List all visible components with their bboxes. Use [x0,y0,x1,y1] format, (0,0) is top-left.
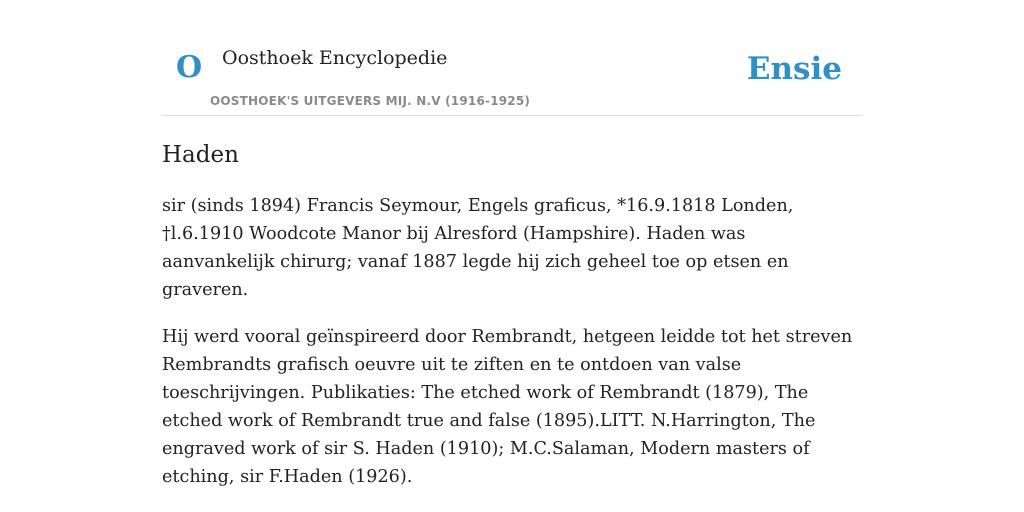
book-logo[interactable]: O [176,50,203,85]
entry-paragraph-2: Hij werd vooral geïnspireerd door Rembrandt, hetgeen leidde tot het streven Rembrandts grafisch oeuvre uit te ziften en te ontdoen van valse toeschrijvingen. Publikaties: The etched work of Rembrandt (1879), The etched work of Rembrandt true and false (1895).LITT. N.Harrington, The engraved work of sir S. Haden (1910); M.C.Salaman, Modern masters of etching, sir F.Haden (1926). [162,327,853,487]
entry-paragraph-1: sir (sinds 1894) Francis Seymour, Engels graficus, *16.9.1818 Londen, †l.6.1910 Woodcote Manor bij Alresford (Hampshire). Haden was aanvankelijk chirurg; vanaf 1887 legde hij zich geheel toe op etsen en graveren. [162,196,794,300]
site-header [162,0,862,116]
entry-title: Haden [162,142,239,168]
book-title[interactable]: Oosthoek Encyclopedie [222,47,448,69]
ensie-brand-link[interactable]: Ensie [746,51,842,87]
page [162,0,862,491]
entry-content [162,140,862,491]
publisher-label: OOSTHOEK'S UITGEVERS MIJ. N.V (1916-1925) [210,94,531,108]
